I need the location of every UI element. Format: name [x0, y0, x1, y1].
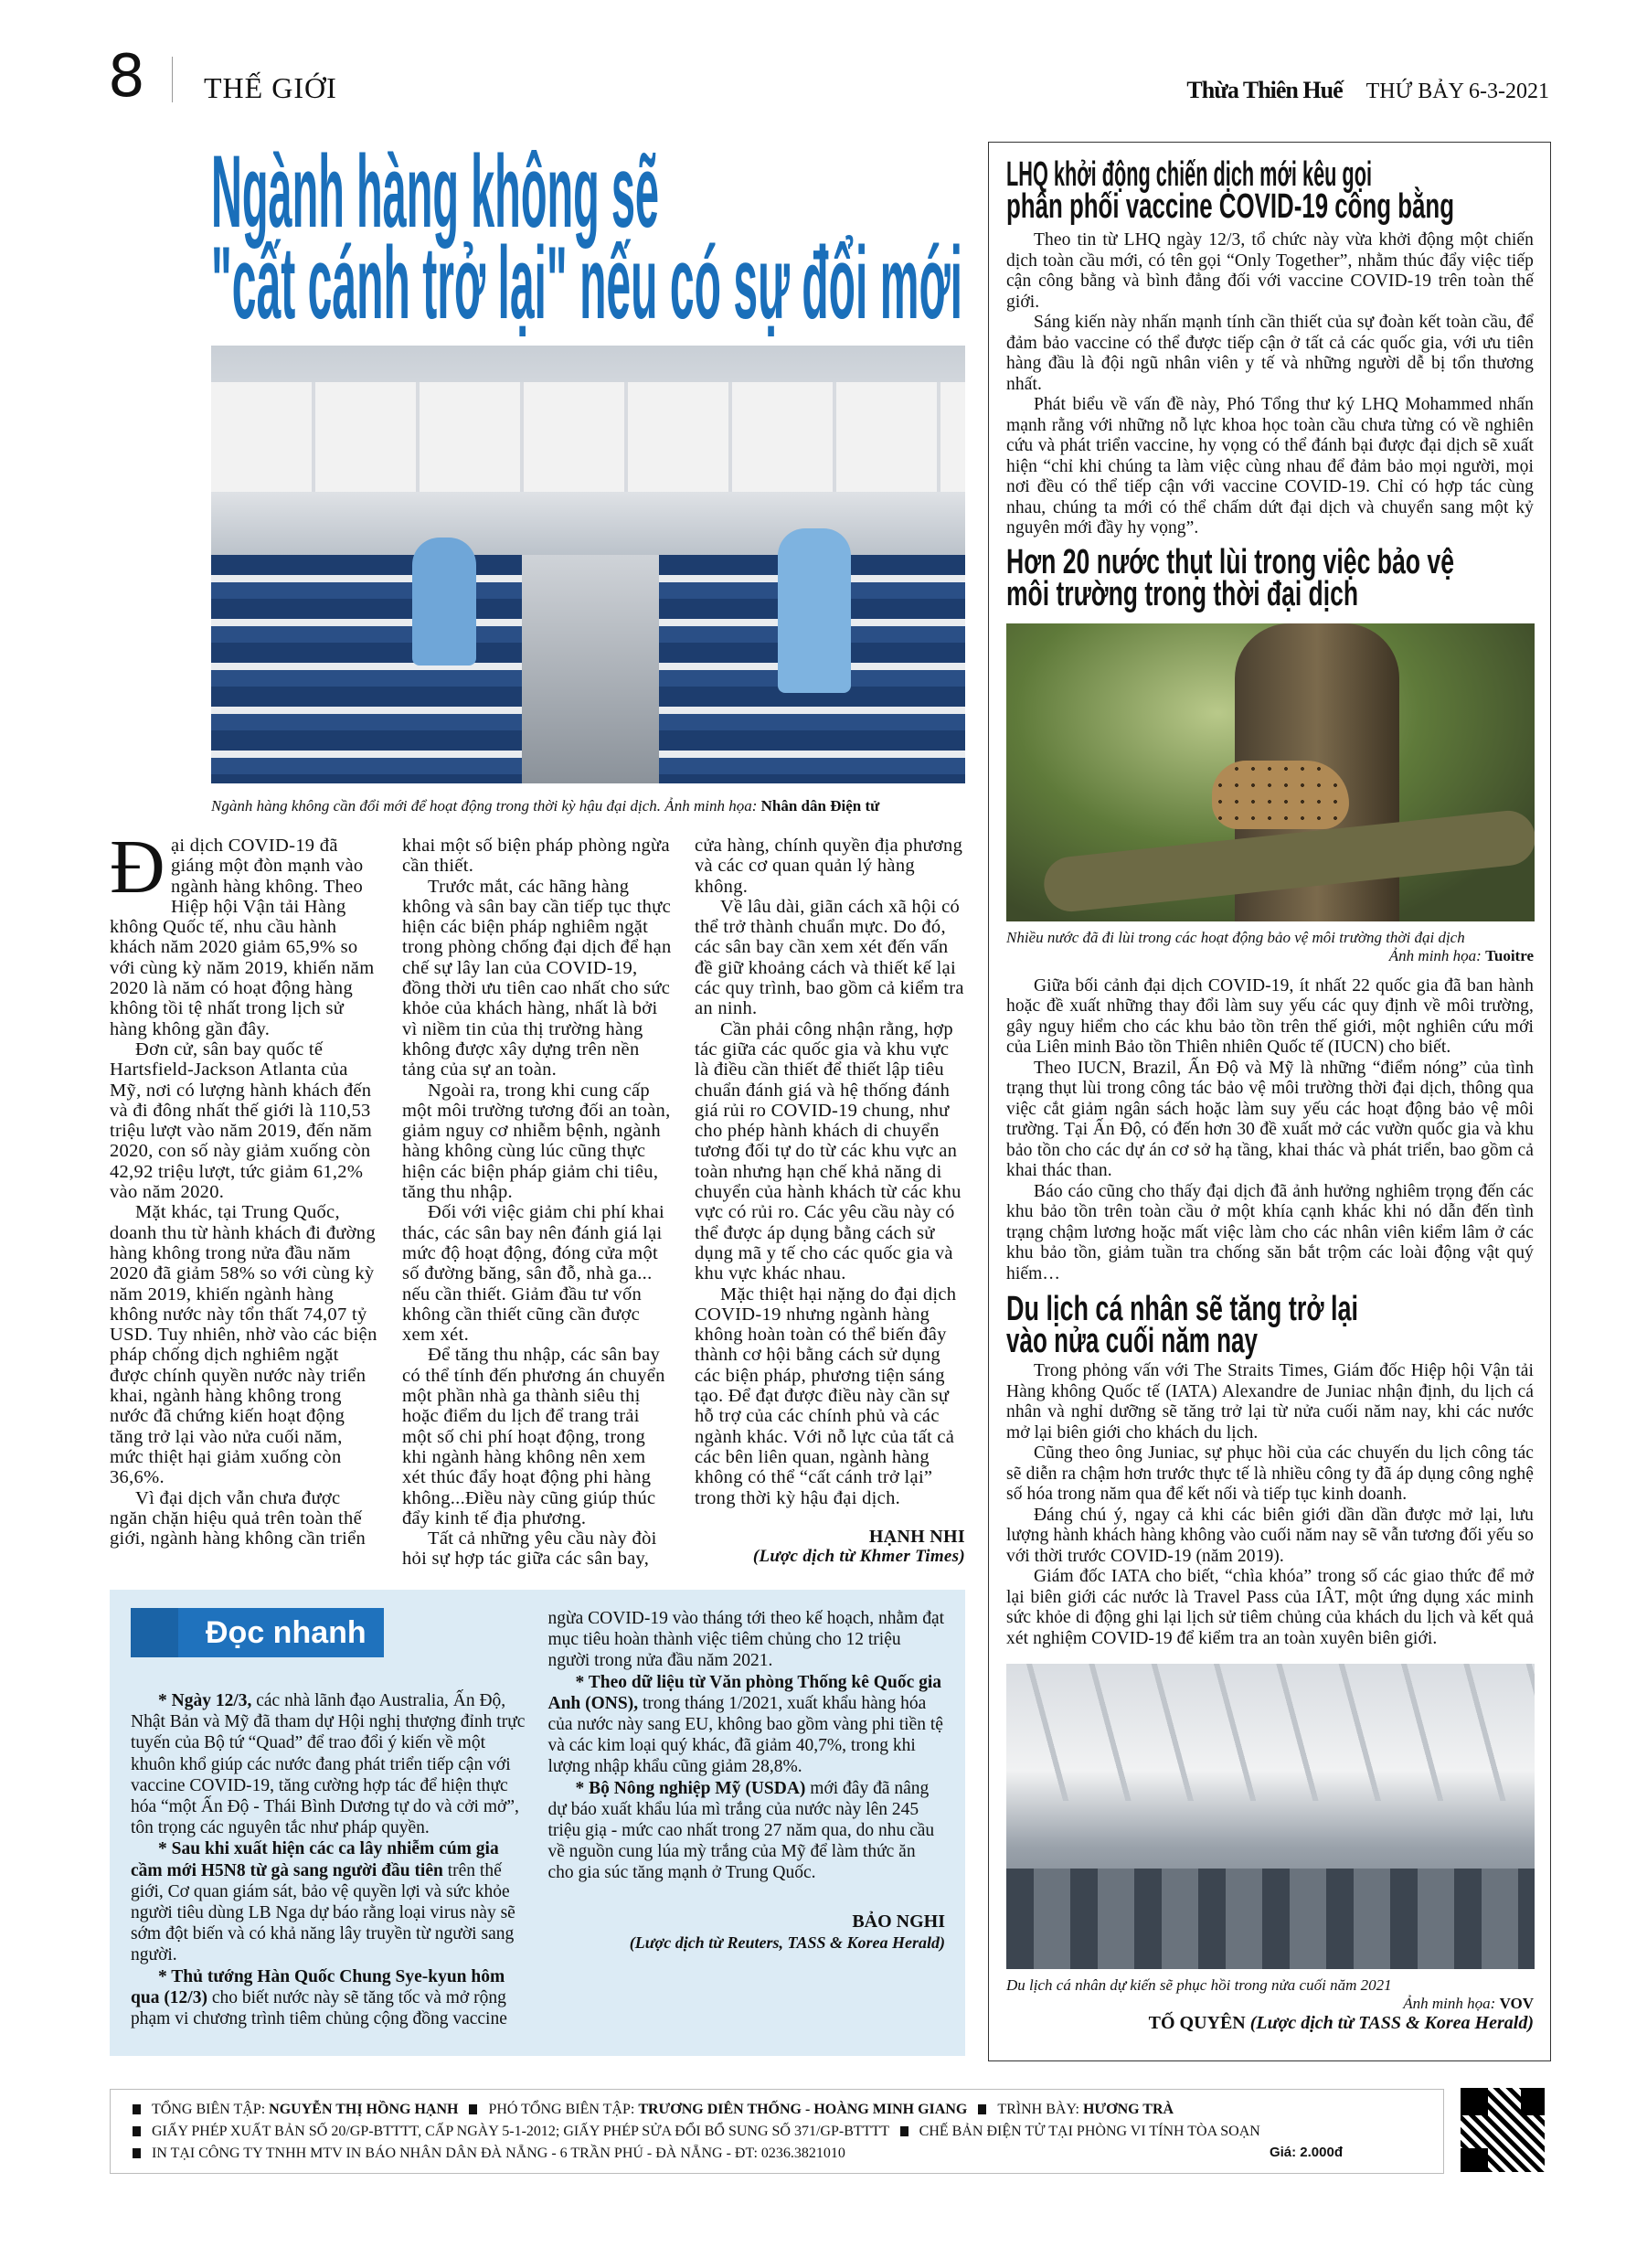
bullet-icon — [978, 2104, 986, 2114]
paragraph: Đơn cử, sân bay quốc tế Hartsfield-Jackson Atlanta của Mỹ, nơi có lượng hành khách đến và đi đông nhất thế giới là 110,53 triệu lượt vào năm 2019, đến năm 2020, con số này giảm xuống còn 42,92 triệu lượt, tức giảm 61,2% vào năm 2020. — [110, 1038, 373, 1203]
main-photo-caption: Ngành hàng không cần đổi mới để hoạt động trong thời kỳ hậu đại dịch. Ảnh minh họa: Nhân dân Điện tử — [211, 797, 880, 815]
world-news-sidebar: LHQ khởi động chiến dịch mới kêu gọi phân phối vaccine COVID-19 công bằng Theo tin từ LHQ ngày 12/3, tổ chức này vừa khởi động một chiến dịch toàn cầu mới, có tên gọi “Only Together”, nhằm thúc đẩy việc tiếp cận công bằng và bình đẳng đối với vaccine COVID-19 trên toàn thế giới. Sáng kiến này nhấn mạnh tính cần thiết của sự đoàn kết toàn cầu, để đảm bảo vaccine có thể được tiếp cận ở tất cả các quốc gia, với ưu tiên hàng đầu là đội ngũ nhân viên y tế và những người dễ bị tổn thương nhất. Phát biểu về vấn đề này, Phó Tổng thư ký LHQ Mohammed nhấn mạnh rằng với những nỗ lực khoa học toàn cầu chưa từng có về nghiên cứu và phát triển vaccine, hy vọng có thể đánh bại được đại dịch sẽ xuất hiện “chỉ khi chúng ta làm việc cùng nhau để đảm bảo mọi người, mọi nơi đều có thể tiếp cận với vaccine COVID-19. Chỉ có hợp tác cùng nhau, chúng ta mới có thể chấm dứt đại dịch và chuyển sang một kỷ nguyên mới đầy hy vọng”. Hơn 20 nước thụt lùi trong việc bảo vệ môi trường trong thời đại dịch Nhiều nước đã đi lùi trong các hoạt động bảo vệ môi trường thời đại dịch Ảnh minh họa: Tuoitre Giữa bối cảnh đại dịch COVID-19, ít nhất 22 quốc gia đã ban hành hoặc đề xuất những thay đổi làm suy yếu các quy định về môi trường, gây nguy hiểm cho các khu bảo tồn trên thế giới, một nghiên cứu mới của Liên minh Bảo tồn Thiên nhiên Quốc tế (IUCN) cho biết. Theo IUCN, Brazil, Ấn Độ và Mỹ là những “điểm nóng” của tình trạng thụt lùi trong công tác bảo vệ môi trường thời đại dịch, thông qua việc cắt giảm ngân sách hoặc làm suy yếu các hoạt động bảo vệ môi trường. Tại Ấn Độ, có đến hơn 30 đề xuất mở các vườn quốc gia và khu bảo tồn cho các dự án cơ sở hạ tầng, khai thác và phát triển, bao gồm cả khai thác than. Báo cáo cũng cho thấy đại dịch đã ảnh hưởng nghiêm trọng đến các khu bảo tồn trên toàn cầu ở một khía cạnh khác khi nó dẫn đến tình trạng chậm lương hoặc mất việc làm cho các nhân viên kiểm lâm ở các khu bảo tồn, giảm tuần tra chống săn bắt trộm các loài động vật quý hiếm… Du lịch cá nhân sẽ tăng trở lại vào nửa cuối năm nay Trong phỏng vấn với The Straits Times, Giám đốc Hiệp hội Vận tải Hàng không Quốc tế (IATA) Alexandre de Juniac nhận định, du lịch cá nhân và nghỉ dưỡng sẽ tăng trở lại từ nửa cuối năm nay, khi các nước mở lại biên giới cho khách du lịch. Cũng theo ông Juniac, sự phục hồi của các chuyến du lịch công tác sẽ diễn ra chậm hơn trước thực tế là nhiều công ty đã áp dụng công nghệ số hóa trong năm qua để kết nối và tiếp tục kinh doanh. Đáng chú ý, ngay cả khi các biên giới dần dần được mở lại, lưu lượng hành khách hàng không vào cuối năm nay sẽ vẫn tương đối yếu so với thời trước COVID-19 (năm 2019). Giám đốc IATA cho biết, “chìa khóa” trong số các giao thức để mở lại biên giới các nước là Travel Pass của IÂT, một ứng dụng xác minh sức khỏe di động ghi lại lịch sử tiêm chủng của khách du lịch và kết quả xét nghiệm COVID-19 để kiểm tra an toàn xuyên biên giới. Du lịch cá nhân dự kiến sẽ phục hồi trong nửa cuối năm 2021 Ảnh minh họa: VOV TỐ QUYÊN (Lược dịch từ TASS & Korea Herald) — [988, 142, 1551, 2061]
quick-read-box — [110, 1590, 965, 2056]
paragraph: Phát biểu về vấn đề này, Phó Tổng thư ký LHQ Mohammed nhấn mạnh rằng với những nỗ lực khoa học toàn cầu chưa từng có về nghiên cứu và phát triển vaccine, hy vọng có thể đánh bại được đại dịch sẽ xuất hiện “chỉ khi chúng ta làm việc cùng nhau để đảm bảo mọi người, mọi nơi đều có thể tiếp cận với vaccine COVID-19. Chỉ có hợp tác cùng nhau, chúng ta mới có thể chấm dứt đại dịch và chuyển sang một kỷ nguyên mới đầy hy vọng”. — [1006, 395, 1534, 538]
paragraph: Ngoài ra, trong khi cung cấp một môi trường tương đối an toàn, giảm nguy cơ nhiễm bệnh, ngành hàng không cùng lúc cũng thực hiện các biện pháp giảm chi tiêu, tăng thu nhập. — [402, 1080, 671, 1203]
author: HẠNH NHI — [868, 1526, 965, 1547]
paragraph: Để tăng thu nhập, các sân bay có thể tính đến phương án chuyển một phần nhà ga thành siêu thị hoặc điểm du lịch để trang trải một số chi phí hoạt động, trong khi ngành hàng không nên xem xét thúc đẩy hoạt động phi hàng không...Điều này cũng giúp thúc đẩy kinh tế địa phương. — [402, 1345, 665, 1528]
newspaper-name: Thừa Thiên Huế — [1186, 77, 1343, 103]
story2-headline: Hơn 20 nước thụt lùi trong việc bảo vệ — [1006, 542, 1454, 581]
story3-caption: Du lịch cá nhân dự kiến sẽ phục hồi trong nửa cuối năm 2021 Ảnh minh họa: VOV — [1006, 1976, 1534, 2012]
bullet-icon — [900, 2126, 909, 2136]
paragraph: Đối với việc giảm chi phí khai thác, các sân bay nên đánh giá lại mức độ hoạt động, đóng cửa một số đường băng, sân đỗ, nhà ga... nếu cần thiết. Giảm đầu tư vốn không cần thiết cũng cần được xem xét. — [402, 1202, 664, 1346]
paragraph: Vì đại dịch vẫn chưa được ngăn chặn hiệu quả trên toàn thế giới, ngành hàng không cần triển khai một số biện pháp phòng ngừa cần thiết. — [110, 836, 670, 1549]
paragraph: Cũng theo ông Juniac, sự phục hồi của các chuyến du lịch công tác sẽ diễn ra chậm hơn trước thực tế là nhiều công ty đã áp dụng công nghệ số hóa trong năm qua để kết nối và tiếp tục kinh doanh. — [1006, 1443, 1534, 1504]
issue-date: THỨ BẢY 6-3-2021 — [1365, 80, 1549, 103]
drop-cap: Đ — [110, 825, 165, 910]
masthead — [1186, 77, 1549, 104]
price: Giá: 2.000đ — [1269, 2145, 1343, 2160]
paragraph: Theo IUCN, Brazil, Ấn Độ và Mỹ là những “điểm nóng” của tình trạng thụt lùi trong công tác bảo vệ môi trường thời đại dịch, thông qua việc cắt giảm ngân sách hoặc làm suy yếu các hoạt động bảo vệ môi trường. Tại Ấn Độ, có đến hơn 30 đề xuất mở các vườn quốc gia và khu bảo tồn cho các dự án cơ sở hạ tầng, khai thác và phát triển, bao gồm cả khai thác than. — [1006, 1058, 1534, 1180]
paragraph: Giữa bối cảnh đại dịch COVID-19, ít nhất 22 quốc gia đã ban hành hoặc đề xuất những thay đổi làm suy yếu các quy định về môi trường, gây nguy hiểm cho các khu bảo tồn trên thế giới, một nghiên cứu mới của Liên minh Bảo tồn Thiên nhiên Quốc tế (IUCN) cho biết. — [1006, 975, 1534, 1057]
airport-terminal-photo — [1006, 1664, 1535, 1969]
sidebar-byline: TỐ QUYÊN (Lược dịch từ TASS & Korea Herald) — [1148, 2013, 1534, 2033]
paragraph: Cần phải công nhận rằng, hợp tác giữa các quốc gia và khu vực là điều cần thiết để thiết lập tiêu chuẩn đánh giá và hệ thống đánh giá rủi ro COVID-19 chung, như cho phép hành khách di chuyển tương đối tự do từ các khu vực an toàn nhưng hạn chế khả năng di chuyển của hành khách từ các khu vực có rủi ro. Các yêu cầu này có thể được áp dụng bằng cách sử dụng mã y tế cho các quốc gia và khu vực khác nhau. — [695, 1018, 962, 1284]
quick-read-source: (Lược dịch từ Reuters, TASS & Korea Herald) — [629, 1933, 945, 1952]
bullet-icon — [133, 2104, 141, 2114]
story2-body — [1006, 976, 1534, 1285]
main-article-body — [110, 825, 965, 1576]
headline-line-1: Ngành hàng không sẽ — [211, 134, 659, 249]
paragraph: Mặc thiệt hại nặng do đại dịch COVID-19 nhưng ngành hàng không hoàn toàn có thể biến đây thành cơ hội bằng cách sử dụng các biện pháp, phương tiện sáng tạo. Để đạt được điều này cần sự hỗ trợ của các chính phủ và các ngành khác. Với nỗ lực của tất cả các bên liên quan, ngành hàng không có thể “cất cánh trở lại” trong thời kỳ hậu đại dịch. — [695, 1283, 957, 1508]
quick-item: * Ngày 12/3, các nhà lãnh đạo Australia, Ấn Độ, Nhật Bản và Mỹ đã tham dự Hội nghị thượng đỉnh trực tuyến của Bộ tứ “Quad” để trao đổi ý kiến về một khuôn khổ giúp các nước đang phát triển tiếp cận với vaccine COVID-19, tăng cường hợp tác để hiện thực hóa “một Ấn Độ - Thái Bình Dương tự do và cởi mở”, tôn trọng các nguyên tắc như pháp quyền. — [131, 1691, 526, 1838]
story1-body — [1006, 230, 1534, 539]
paragraph: Sáng kiến này nhấn mạnh tính cần thiết của sự đoàn kết toàn cầu, để đảm bảo vaccine có thể được tiếp cận ở tất cả các quốc gia, với ưu tiên hàng đầu là đội ngũ nhân viên y tế và những người dễ bị tổn thương nhất. — [1006, 313, 1534, 394]
source: (Lược dịch từ Khmer Times) — [752, 1547, 965, 1567]
headline-line-2: "cất cánh trở lại" nếu có sự đổi mới — [211, 226, 962, 340]
header-divider — [172, 57, 173, 102]
paragraph: Đại dịch COVID-19 đã giáng một đòn mạnh vào ngành hàng không. Theo Hiệp hội Vận tải Hàng không Quốc tế, nhu cầu hành khách năm 2020 giảm 65,9% so với cùng kỳ năm 2019, khiến năm 2020 là năm có hoạt động hàng không tồi tệ nhất trong lịch sử hàng không gần đây. — [110, 825, 375, 1039]
quick-item: * Bộ Nông nghiệp Mỹ (USDA) mới đây đã nâng dự báo xuất khẩu lúa mì trắng của nước này lên 245 triệu giạ - mức cao nhất trong 27 năm qua, do nhu cầu về nguồn cung lúa mỳ trắng của Mỹ để làm thức ăn cho gia súc tăng mạnh ở Trung Quốc. — [547, 1778, 935, 1883]
airplane-cabin-disinfection-photo — [211, 346, 965, 783]
section-title: THẾ GIỚI — [204, 71, 337, 104]
paragraph: Mặt khác, tại Trung Quốc, doanh thu từ hành khách đi đường hàng không trong nửa đầu năm 2020 đã giảm 58% so với cùng kỳ năm 2019, khiến ngành hàng không nước này tổn thất 74,07 tỷ USD. Tuy nhiên, nhờ vào các biện pháp chống dịch nghiêm ngặt được chính quyền nước này triển khai, ngành hàng không trong nước đã chứng kiến hoạt động tăng trở lại vào nửa cuối năm, mức thiệt hại giảm xuống còn 36,6%. — [110, 1202, 377, 1488]
paragraph: Về lâu dài, giãn cách xã hội có thể trở thành chuẩn mực. Do đó, các sân bay cần xem xét đến vấn đề giữ khoảng cách và thiết kế lại các quy trình, bao gồm cả kiểm tra an ninh. — [695, 896, 964, 1019]
paragraph: Trong phỏng vấn với The Straits Times, Giám đốc Hiệp hội Vận tải Hàng không Quốc tế (IATA) Alexandre de Juniac nhận định, du lịch cá nhân và nghỉ dưỡng sẽ tăng trở lại từ nửa cuối năm nay, khi các nước mở lại biên giới cho khách du lịch. — [1006, 1361, 1534, 1443]
story3-body — [1006, 1361, 1534, 1649]
ocelot-in-forest-photo — [1006, 623, 1535, 921]
page-number: 8 — [108, 43, 145, 111]
paragraph: Giám đốc IATA cho biết, “chìa khóa” trong số các giao thức để mở lại biên giới các nước là Travel Pass của IÂT, một ứng dụng xác minh sức khỏe di động ghi lại lịch sử tiêm chủng của khách du lịch và kết quả xét nghiệm COVID-19 để kiểm tra an toàn xuyên biên giới. — [1006, 1567, 1534, 1648]
bullet-icon — [133, 2148, 141, 2158]
quick-item: * Theo dữ liệu từ Văn phòng Thống kê Quốc gia Anh (ONS), trong tháng 1/2021, xuất khẩu hàng hóa của nước này sang EU, không bao gồm vàng phi tiền tệ và các kim loại quý khác, đã giảm 40,7%, trong khi lượng nhập khẩu cũng giảm 28,8%. — [547, 1672, 943, 1777]
quick-item: * Thủ tướng Hàn Quốc Chung Sye-kyun hôm qua (12/3) cho biết nước này sẽ tăng tốc và mở rộng phạm vi chương trình tiêm chủng cộng đồng vaccine ngừa COVID-19 vào tháng tới theo kế hoạch, nhằm đạt mục tiêu hoàn thành việc tiêm chủng cho 12 triệu người trong nửa đầu năm 2021. — [131, 1609, 945, 2029]
bullet-icon — [469, 2104, 477, 2114]
qr-code-icon[interactable] — [1459, 2086, 1546, 2174]
story2-caption: Nhiều nước đã đi lùi trong các hoạt động bảo vệ môi trường thời đại dịch Ảnh minh họa: Tuoitre — [1006, 928, 1534, 964]
quick-read-author: BẢO NGHI — [852, 1911, 945, 1932]
story1-headline: LHQ khởi động chiến dịch mới kêu gọi — [1006, 155, 1372, 194]
imprint-footer: TỔNG BIÊN TẬP: NGUYỄN THỊ HỒNG HẠNH PHÓ TỔNG BIÊN TẬP: TRƯƠNG DIÊN THỐNG - HOÀNG MINH GIANG TRÌNH BÀY: HƯƠNG TRÀ GIẤY PHÉP XUẤT BẢN SỐ 20/GP-BTTTT, CẤP NGÀY 5-1-2012; GIẤY PHÉP SỬA ĐỔI BỔ SUNG SỐ 371/GP-BTTTT CHẾ BẢN ĐIỆN TỬ TẠI PHÒNG VI TÍNH TÒA SOẠN IN TẠI CÔNG TY TNHH MTV IN BÁO NHÂN DÂN ĐÀ NẴNG - 6 TRẦN PHÚ - ĐÀ NẴNG - ĐT: 0236.3821010 Giá: 2.000đ — [110, 2089, 1444, 2174]
paragraph: Trước mắt, các hãng hàng không và sân bay cần tiếp tục thực hiện các biện pháp nghiêm ngặt trong phòng chống đại dịch để hạn chế sự lây lan của COVID-19, đồng thời ưu tiên cao nhất cho sức khỏe của khách hàng, nhất là bởi vì niềm tin của thị trường hàng không được xây dựng trên nền tảng của sự an toàn. — [402, 876, 672, 1081]
paragraph: Báo cáo cũng cho thấy đại dịch đã ảnh hưởng nghiêm trọng đến các khu bảo tồn trên toàn cầu ở một khía cạnh khác khi nó dẫn đến tình trạng chậm lương hoặc mất việc làm cho các nhân viên kiểm lâm ở các khu bảo tồn, giảm tuần tra chống săn bắt trộm các loài động vật quý hiếm… — [1006, 1181, 1534, 1283]
paragraph: Tất cả những yêu cầu này đòi hỏi sự hợp tác giữa các sân bay, cửa hàng, chính quyền địa phương và các cơ quan quản lý hàng không. — [402, 836, 963, 1570]
story3-headline: Du lịch cá nhân sẽ tăng trở lại — [1006, 1290, 1358, 1328]
paragraph: Đáng chú ý, ngay cả khi các biên giới dần dần được mở lại, lưu lượng hành khách hàng không vào cuối năm nay sẽ vẫn tương đối yếu so với thời trước COVID-19 (năm 2019). — [1006, 1505, 1534, 1566]
quick-item: * Sau khi xuất hiện các ca lây nhiễm cúm gia cầm mới H5N8 từ gà sang người đầu tiên trên thế giới, Cơ quan giám sát, bảo vệ quyền lợi và sức khỏe người tiêu dùng LB Nga dự báo rằng loại virus này sẽ sớm đột biến và có khả năng lây truyền từ người sang người. — [131, 1839, 515, 1965]
quick-read-label: Đọc nhanh — [131, 1608, 384, 1657]
photo-credit: Nhân dân Điện tử — [760, 797, 880, 815]
bullet-icon — [133, 2126, 141, 2136]
paragraph: Theo tin từ LHQ ngày 12/3, tổ chức này vừa khởi động một chiến dịch toàn cầu mới, có tên gọi “Only Together”, nhằm thúc đẩy việc tiếp cận công bằng và bình đẳng đối với vaccine COVID-19 trên toàn thế giới. — [1006, 230, 1534, 312]
